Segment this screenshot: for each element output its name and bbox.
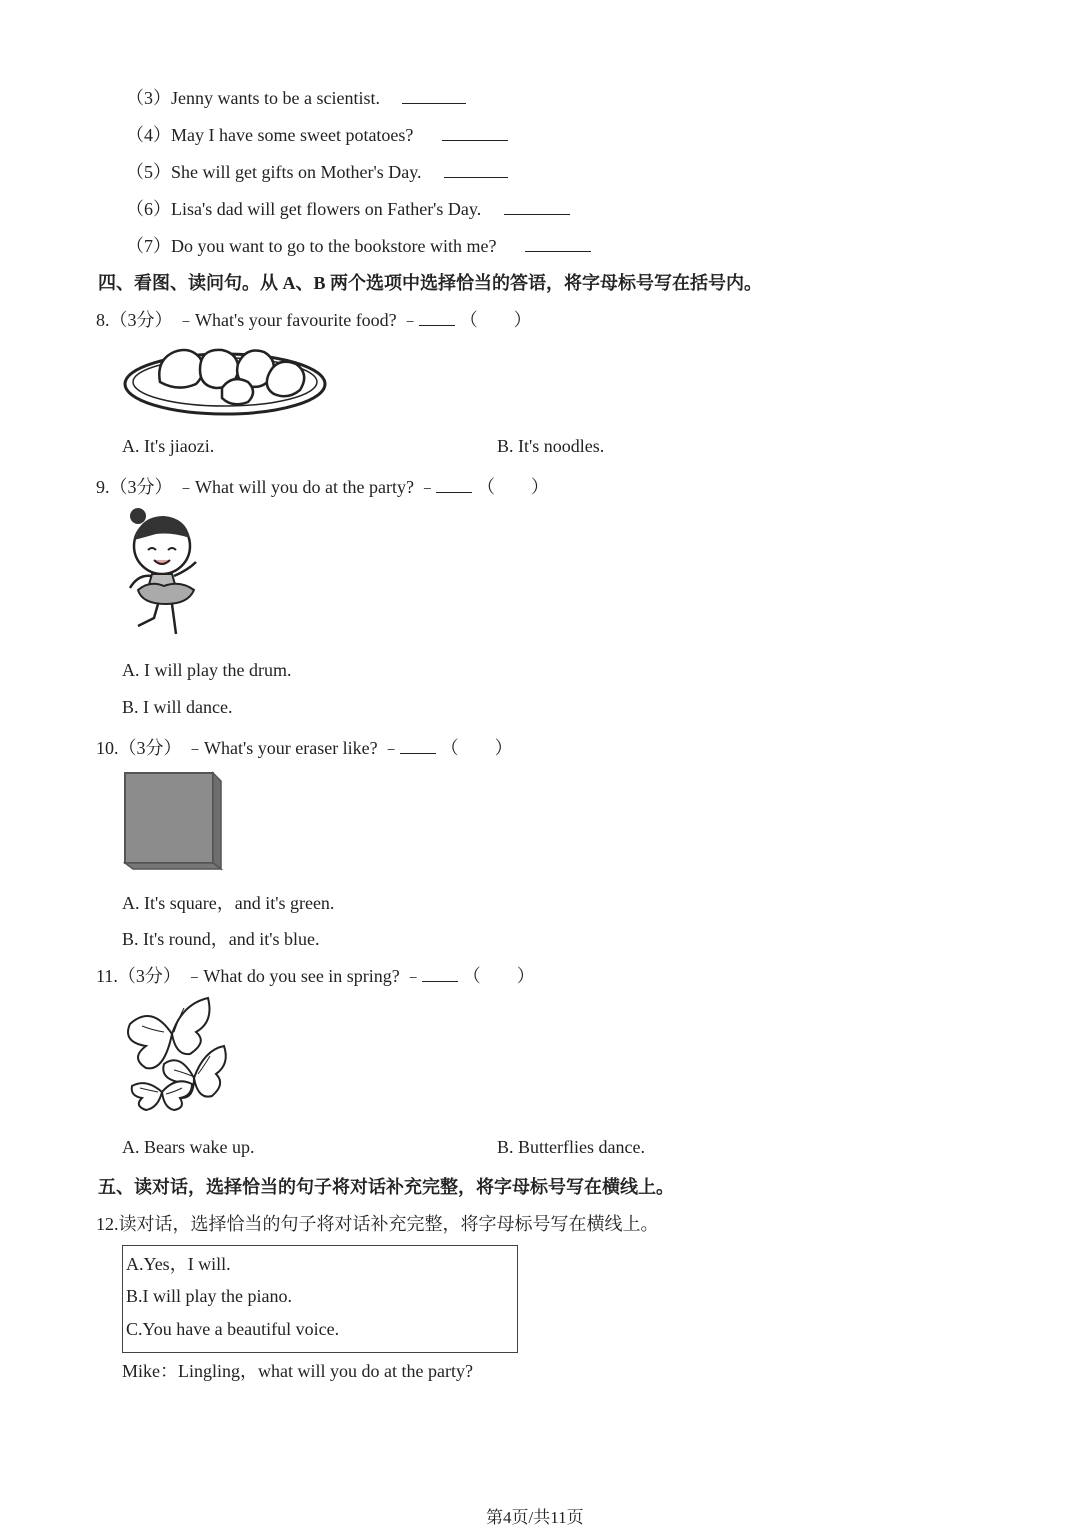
answer-bracket[interactable]: （ ） bbox=[459, 310, 532, 330]
answer-blank[interactable] bbox=[444, 163, 508, 178]
sentence-option-c: C.You have a beautiful voice. bbox=[126, 1319, 340, 1339]
question-9: 9.（3分） ﹣What will you do at the party? ﹣ （ ） bbox=[96, 477, 549, 497]
option-a: A. Bears wake up. bbox=[122, 1137, 255, 1157]
option-b: B. I will dance. bbox=[122, 697, 233, 717]
dumplings-plate-image bbox=[122, 342, 332, 422]
square-eraser-image bbox=[122, 770, 226, 872]
answer-bracket[interactable]: （ ） bbox=[476, 477, 549, 497]
sentence-options-box bbox=[122, 1245, 518, 1353]
butterflies-image bbox=[122, 996, 234, 1120]
option-a: A. It's square，and it's green. bbox=[122, 893, 335, 913]
answer-blank[interactable] bbox=[525, 237, 591, 252]
answer-bracket[interactable]: （ ） bbox=[462, 966, 535, 986]
option-b: B. Butterflies dance. bbox=[497, 1137, 645, 1157]
item-4: （4）May I have some sweet potatoes? bbox=[126, 121, 508, 147]
option-a: A. I will play the drum. bbox=[122, 660, 292, 680]
question-8: 8.（3分） ﹣What's your favourite food? ﹣ （ ） bbox=[96, 310, 532, 330]
answer-blank[interactable] bbox=[400, 739, 436, 754]
answer-blank[interactable] bbox=[436, 478, 472, 493]
question-10: 10.（3分） ﹣What's your eraser like? ﹣ （ ） bbox=[96, 738, 513, 758]
answer-blank[interactable] bbox=[442, 126, 508, 141]
sentence-option-b: B.I will play the piano. bbox=[126, 1286, 292, 1306]
item-6: （6）Lisa's dad will get flowers on Father's Day. bbox=[126, 195, 570, 221]
answer-blank[interactable] bbox=[504, 200, 570, 215]
answer-blank[interactable] bbox=[422, 967, 458, 982]
answer-bracket[interactable]: （ ） bbox=[440, 738, 513, 758]
question-11: 11.（3分） ﹣What do you see in spring? ﹣ （ ） bbox=[96, 966, 535, 986]
sentence-option-a: A.Yes，I will. bbox=[126, 1254, 231, 1274]
option-a: A. It's jiaozi. bbox=[122, 436, 215, 456]
option-b: B. It's noodles. bbox=[497, 436, 605, 456]
item-7: （7）Do you want to go to the bookstore with me? bbox=[126, 232, 591, 258]
item-3: （3）Jenny wants to be a scientist. bbox=[126, 84, 466, 110]
dancing-girl-image bbox=[122, 506, 208, 646]
section-5-heading: 五、读对话，选择恰当的句子将对话补充完整，将字母标号写在横线上。 bbox=[98, 1177, 674, 1197]
answer-blank[interactable] bbox=[402, 89, 466, 104]
answer-blank[interactable] bbox=[419, 311, 455, 326]
item-5: （5）She will get gifts on Mother's Day. bbox=[126, 158, 508, 184]
question-12: 12.读对话，选择恰当的句子将对话补充完整，将字母标号写在横线上。 bbox=[96, 1214, 659, 1234]
dialogue-line-1: Mike：Lingling，what will you do at the party? bbox=[122, 1361, 473, 1381]
page-number: 第4页/共11页 bbox=[486, 1508, 584, 1527]
section-4-heading: 四、看图、读问句。从 A、B 两个选项中选择恰当的答语，将字母标号写在括号内。 bbox=[98, 273, 763, 293]
option-b: B. It's round，and it's blue. bbox=[122, 929, 320, 949]
